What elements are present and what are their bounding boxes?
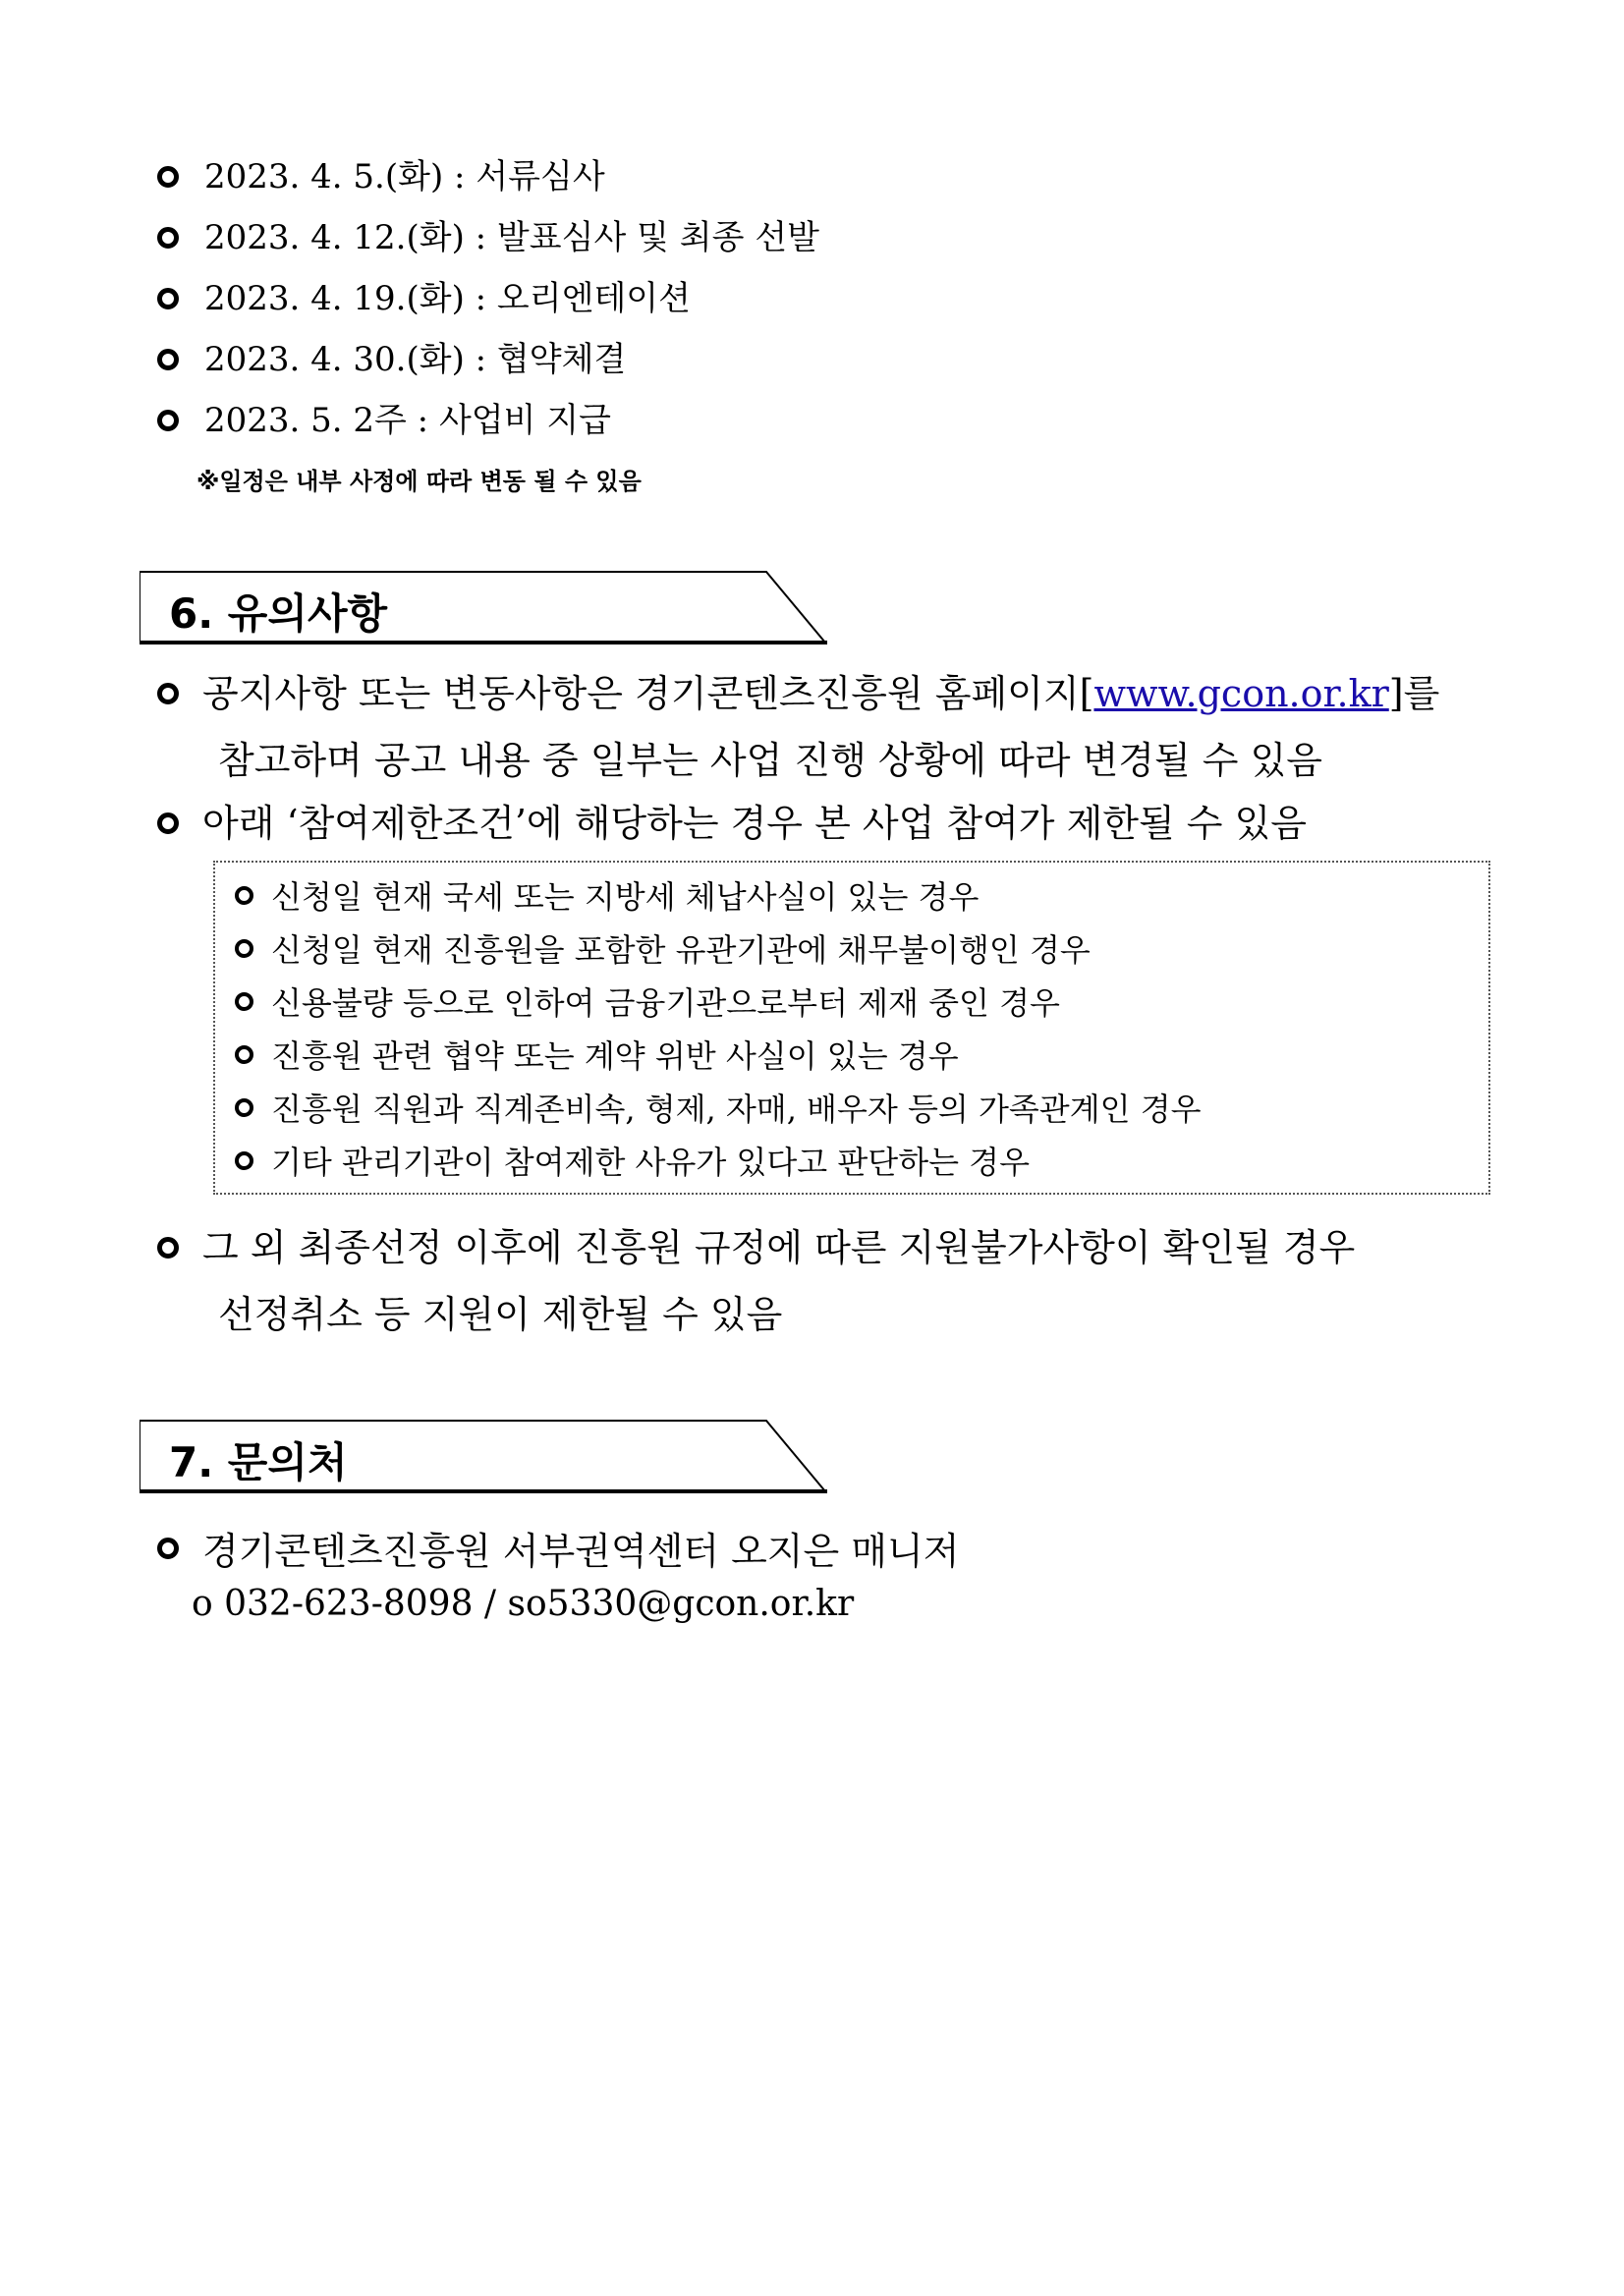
schedule-item [157,399,611,442]
restriction-text: 신청일 현재 국세 또는 지방세 체납사실이 있는 경우 [271,878,980,916]
schedule-event: 사업비 지급 [438,401,611,440]
schedule-event: 오리엔테이션 [496,279,691,318]
restriction-item [235,872,979,918]
circle-bullet-icon [157,1237,179,1259]
circle-bullet-icon [157,349,179,370]
notice-text-cont: 선정취소 등 지원이 제한될 수 있음 [218,1293,783,1336]
restriction-text: 신청일 현재 진흥원을 포함한 유관기관에 채무불이행인 경우 [271,931,1091,969]
contact-item [157,1521,959,1575]
schedule-sep: : [406,401,439,440]
schedule-date: 2023. 5. 2주 [204,401,407,440]
restriction-box [213,861,1490,1195]
schedule-event: 서류심사 [476,157,605,196]
restriction-item [235,925,1091,971]
circle-bullet-icon [157,812,179,834]
schedule-item [157,338,626,381]
notice-text-cont: 참고하며 공고 내용 중 일부는 사업 진행 상황에 따라 변경될 수 있음 [218,739,1322,782]
schedule-sep: : [464,218,497,257]
section-header [140,568,827,646]
notice-item [157,790,1493,857]
schedule-event: 발표심사 및 최종 선발 [496,218,819,257]
schedule-note: ※일정은 내부 사정에 따라 변동 될 수 있음 [196,468,642,495]
circle-bullet-icon [235,1045,253,1064]
restriction-item [235,1138,1030,1183]
circle-bullet-icon [157,166,179,188]
notice-item [157,1214,1493,1348]
restriction-text: 진흥원 직원과 직계존비속, 형제, 자매, 배우자 등의 가족관계인 경우 [271,1091,1202,1128]
notice-text: 그 외 최종선정 이후에 진흥원 규정에 따른 지원불가사항이 확인될 경우 [202,1226,1356,1269]
schedule-event: 협약체결 [496,340,627,379]
circle-bullet-icon [235,992,253,1011]
schedule-date: 2023. 4. 5.(화) [204,157,444,196]
notice-item [157,660,1493,794]
schedule-item [157,216,819,259]
schedule-item [157,277,691,320]
schedule-date: 2023. 4. 12.(화) [204,218,465,257]
schedule-date: 2023. 4. 19.(화) [204,279,465,318]
circle-bullet-icon [157,410,179,431]
schedule-sep: : [443,157,476,196]
circle-bullet-icon [235,886,253,905]
circle-bullet-icon [157,1538,179,1559]
circle-bullet-icon [235,1098,253,1117]
contact-phone-email: o 032-623-8098 / so5330@gcon.or.kr [192,1584,855,1624]
circle-bullet-icon [157,227,179,249]
restriction-item [235,1085,1202,1130]
restriction-text: 기타 관리기관이 참여제한 사유가 있다고 판단하는 경우 [271,1144,1031,1181]
schedule-sep: : [464,340,497,379]
restriction-text: 진흥원 관련 협약 또는 계약 위반 사실이 있는 경우 [271,1037,959,1075]
homepage-link[interactable]: www.gcon.or.kr [1093,672,1389,715]
circle-bullet-icon [235,939,253,958]
notice-text-part: 공지사항 또는 변동사항은 경기콘텐츠진흥원 홈페이지[ [202,672,1094,715]
section-title: 6. 유의사항 [169,589,388,638]
restriction-item [235,1032,959,1077]
circle-bullet-icon [235,1151,253,1170]
circle-bullet-icon [157,683,179,704]
restriction-text: 신용불량 등으로 인하여 금융기관으로부터 제재 중인 경우 [271,984,1060,1022]
schedule-date: 2023. 4. 30.(화) [204,340,465,379]
notice-text [202,660,1439,727]
section-header [140,1417,827,1495]
notice-text-part: ]를 [1388,672,1440,715]
schedule-sep: : [464,279,497,318]
schedule-item [157,155,605,198]
contact-text: 경기콘텐츠진흥원 서부권역센터 오지은 매니저 [202,1530,960,1573]
circle-bullet-icon [157,288,179,309]
notice-text: 아래 ‘참여제한조건’에 해당하는 경우 본 사업 참여가 제한될 수 있음 [202,802,1307,845]
section-title: 7. 문의처 [169,1438,348,1486]
restriction-item [235,979,1060,1024]
